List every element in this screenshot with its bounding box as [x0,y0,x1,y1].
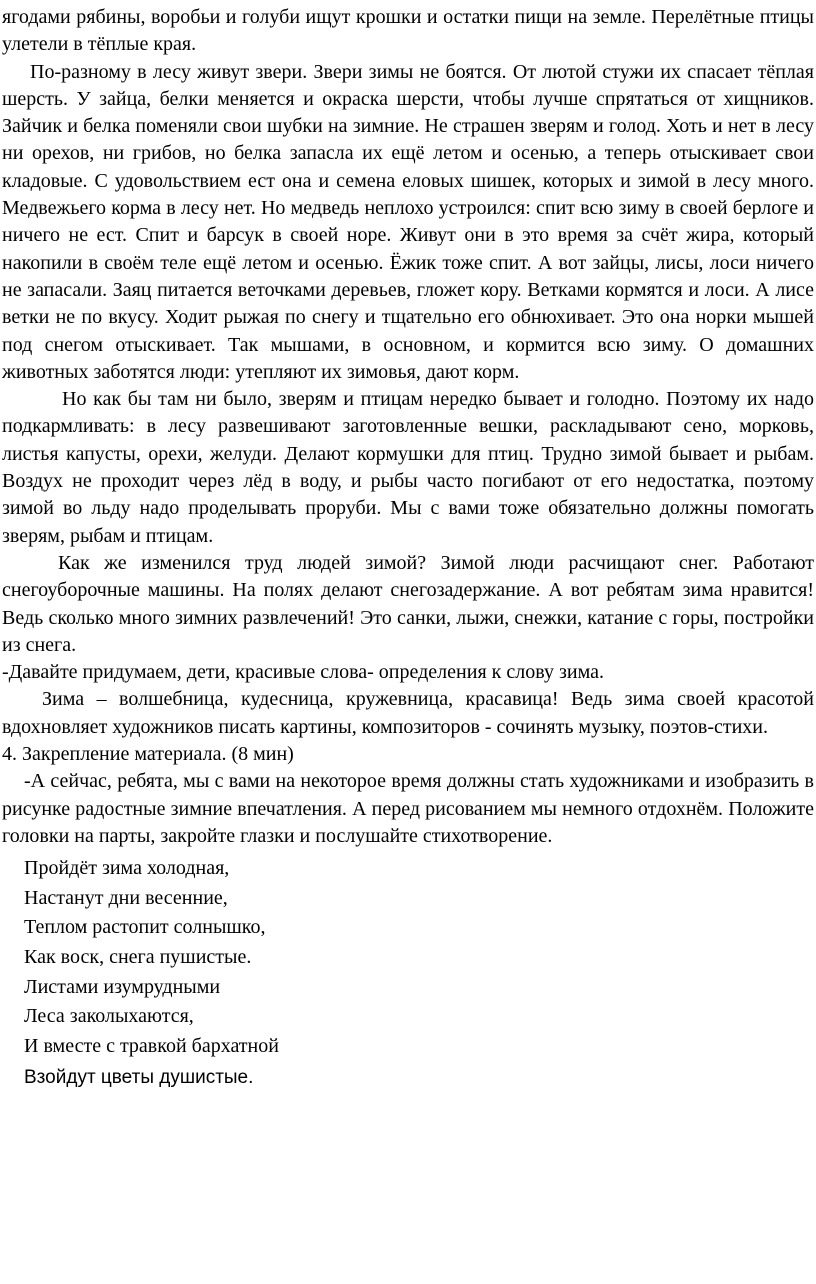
poem-line: Как воск, снега пушистые. [24,945,252,968]
poem-line: Листами изумрудными [24,975,221,998]
paragraph-adjectives-prompt: -Давайте придумаем, дети, красивые слова- определения к слову зима. [2,661,604,684]
paragraph-birds: ягодами рябины, воробьи и голуби ищут крошки и остатки пищи на земле. Перелётные птицы улетели в тёплые края. [2,6,814,56]
section-heading-consolidation: 4. Закрепление материала. (8 мин) [2,743,294,766]
poem-line: Взойдут цветы душистые. [24,1067,254,1089]
paragraph-drawing-task: -А сейчас, ребята, мы с вами на некоторое время должны стать художниками и изобразить в рисунке радостные зимние впечатления. А перед рисованием мы немного отдохнём. Положите головки на парты, закройте глазки и послушайте стихотворение. [2,770,814,847]
poem-line: Настанут дни весенние, [24,886,228,909]
poem-line: Леса заколыхаются, [24,1005,194,1028]
poem-line: И вместе с травкой бархатной [24,1034,279,1057]
paragraph-animals-winter: По-разному в лесу живут звери. Звери зимы не боятся. От лютой стужи их спасает тёплая шерсть. У зайца, белки меняется и окраска шерсти, чтобы лучше спрятаться от хищников. Зайчик и белка поменяли свои шубки на зимние. Не страшен зверям и голод. Хоть и нет в лесу ни орехов, ни грибов, но белка запасла их ещё летом и осенью, а теперь отыскивает свои кладовые. С удовольствием ест она и семена еловых шишек, которых и зимой в лесу много. Медвежьего корма в лесу нет. Но медведь неплохо устроился: спит всю зиму в своей берлоге и ничего не ест. Спит и барсук в своей норе. Живут они в это время за счёт жира, который накопили в своём теле ещё летом и осенью. Ёжик тоже спит. А вот зайцы, лисы, лоси ничего не запасали. Заяц питается веточками деревьев, гложет кору. Ветками кормятся и лоси. А лисе ветки не по вкусу. Ходит рыжая по снегу и тщательно его обнюхивает. Это она норки мышей под снегом отыскивает. Так мышами, в основном, и кормится всю зиму. О домашних животных заботятся люди: утепляют их зимовья, дают корм. [2,60,814,383]
poem [2,854,814,1093]
paragraph-winter-sorceress: Зима – волшебница, кудесница, кружевница, красавица! Ведь зима своей красотой вдохновляет художников писать картины, композиторов - сочинять музыку, поэтов-стихи. [2,688,814,738]
poem-line: Пройдёт зима холодная, [24,857,230,880]
poem-line: Теплом растопит солнышко, [24,916,266,939]
paragraph-human-work: Как же изменился труд людей зимой? Зимой люди расчищают снег. Работают снегоуборочные машины. На полях делают снегозадержание. А вот ребятам зима нравится! Ведь сколько много зимних развлечений! Это санки, лыжи, снежки, катание с горы, постройки из снега. [2,551,814,656]
paragraph-feeding-animals: Но как бы там ни было, зверям и птицам нередко бывает и голодно. Поэтому их надо подкармливать: в лесу развешивают заготовленные вешки, раскладывают сено, морковь, листья капусты, орехи, желуди. Делают кормушки для птиц. Трудно зимой бывает и рыбам. Воздух не проходит через лёд в воду, и рыбы часто погибают от его недостатка, поэтому зимой во льду надо проделывать проруби. Мы с вами тоже обязательно должны помогать зверям, рыбам и птицам. [2,388,814,547]
